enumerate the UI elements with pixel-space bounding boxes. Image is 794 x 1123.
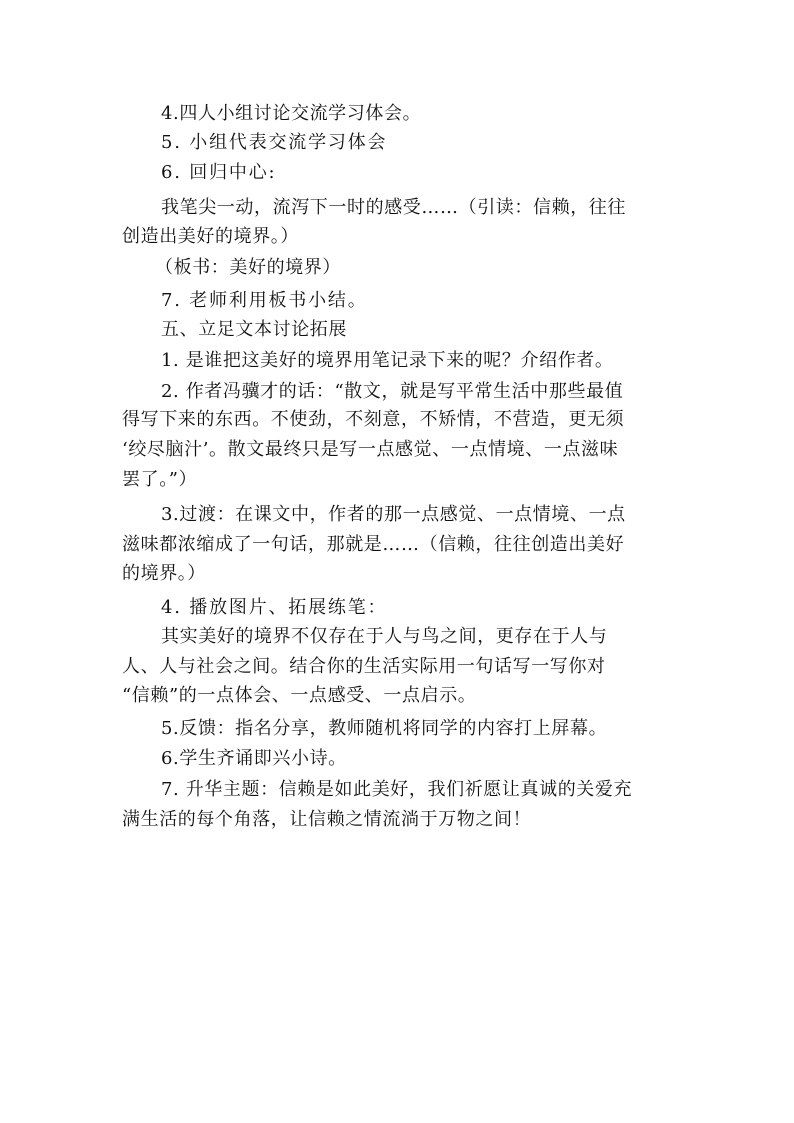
line-ext-step-7-theme-b: 满生活的每个角落，让信赖之情流淌于万物之间！ (122, 809, 532, 830)
line-guided-reading-1: 我笔尖一动，流泻下一时的感受……（引读：信赖，往往 (161, 197, 626, 218)
line-ext-step-4: 4. 播放图片、拓展练笔： (161, 597, 388, 618)
line-writing-prompt-3: “信赖”的一点体会、一点感受、一点启示。 (122, 685, 477, 706)
line-writing-prompt-2: 人、人与社会之间。结合你的生活实际用一句话写一写你对 (122, 656, 606, 677)
line-ext-step-7-theme-a: 7. 升华主题：信赖是如此美好，我们祈愿让真诚的关爱充 (161, 779, 633, 800)
line-guided-reading-2: 创造出美好的境界。） (122, 226, 299, 247)
line-ext-step-5-feedback: 5.反馈：指名分享，教师随机将同学的内容打上屏幕。 (161, 718, 608, 739)
line-ext-step-3-c: 的境界。） (122, 563, 206, 584)
line-blackboard-note: （板书：美好的境界） (155, 257, 341, 278)
line-ext-step-2-a: 2. 作者冯骥才的话：“散文，就是写平常生活中那些最值 (161, 381, 624, 402)
line-ext-step-2-b: 得写下来的东西。不使劲，不刻意，不矫情，不营造，更无须 (122, 409, 625, 430)
line-ext-step-2-d: 罢了。”） (122, 469, 198, 490)
line-step-4-group-discussion: 4.四人小组讨论交流学习体会。 (161, 103, 422, 124)
line-step-7-teacher-summary: 7. 老师利用板书小结。 (161, 290, 368, 311)
line-ext-step-2-c: ‘绞尽脑汁’。散文最终只是写一点感觉、一点情境、一点滋味 (122, 439, 619, 460)
line-step-6-return-center: 6. 回归中心: (161, 162, 277, 183)
section-heading-five: 五、立足文本讨论拓展 (161, 319, 347, 340)
line-step-5-group-report: 5. 小组代表交流学习体会 (161, 132, 388, 153)
line-ext-step-6-recite: 6.学生齐诵即兴小诗。 (161, 748, 347, 769)
line-ext-step-1: 1. 是谁把这美好的境界用笔记录下来的呢？介绍作者。 (161, 350, 614, 371)
line-ext-step-3-b: 滋味都浓缩成了一句话，那就是……（信赖，往往创造出美好 (122, 534, 625, 555)
line-ext-step-3-a: 3.过渡：在课文中，作者的那一点感觉、一点情境、一点 (161, 504, 626, 525)
line-writing-prompt-1: 其实美好的境界不仅存在于人与鸟之间，更存在于人与 (161, 626, 608, 647)
